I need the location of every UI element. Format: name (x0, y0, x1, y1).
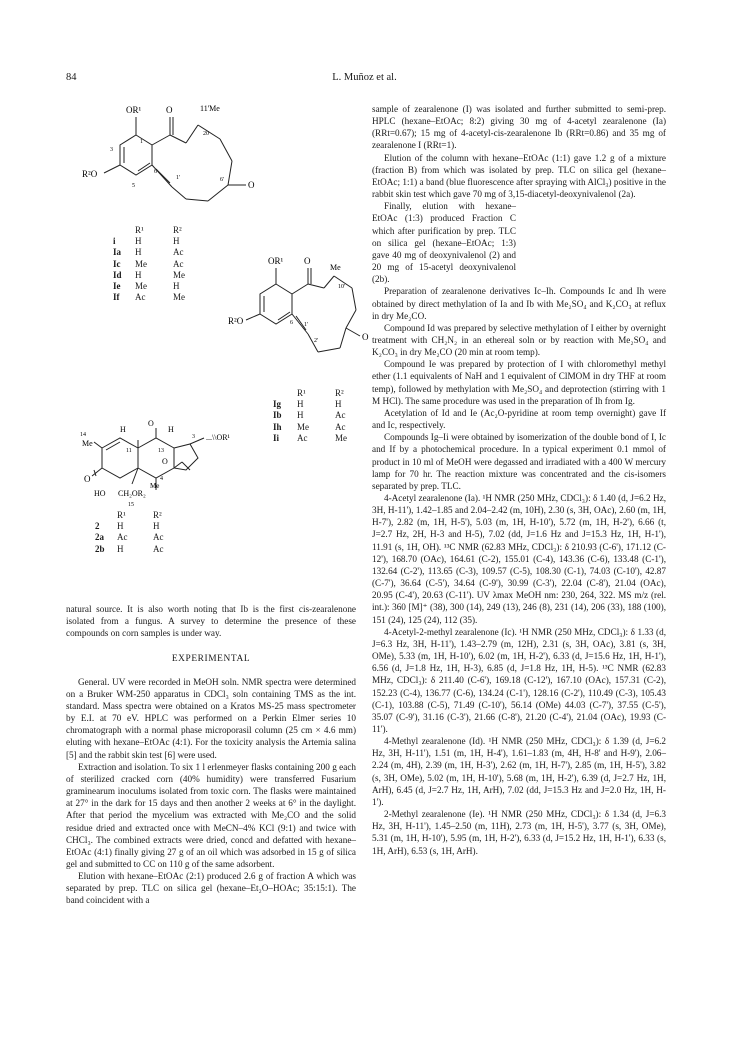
svg-text:11: 11 (126, 448, 132, 454)
r1-value: Ac (117, 532, 128, 543)
svg-text:Me: Me (150, 482, 160, 490)
page-number: 84 (66, 72, 77, 83)
col-head: R² (335, 388, 344, 398)
compound-id: Ih (273, 421, 282, 432)
compound-id: i (113, 236, 116, 247)
table-s1 (113, 225, 185, 303)
svg-text:Me: Me (82, 439, 93, 448)
svg-text:2': 2' (314, 338, 319, 344)
svg-text:3: 3 (192, 434, 195, 440)
compound-id: Ig (273, 399, 282, 410)
structure-cis-zearalenone (228, 248, 378, 376)
r1-value: H (117, 543, 124, 554)
svg-text:5: 5 (132, 183, 135, 189)
svg-text:O: O (362, 332, 369, 342)
r1-value: Me (297, 421, 309, 432)
svg-text:1': 1' (304, 322, 309, 328)
compound-id: Ie (113, 280, 121, 291)
r2-value: Ac (335, 421, 346, 432)
r1-value: Me (135, 258, 147, 269)
svg-text:6: 6 (290, 320, 293, 326)
svg-text:OR¹: OR¹ (268, 256, 284, 266)
col-head: R² (153, 510, 162, 520)
col-head: R¹ (117, 510, 126, 520)
paragraph: 4-Acetyl-2-methyl zearalenone (Ic). ¹H NMR (250 MHz, CDCl₃): δ 1.33 (d, J=6.3 Hz, 3H, H-11'), 1.43–2.79 (m, 12H), 2.31 (s, 3H, OAc), 3.81 (s, 3H, OMe), 5.33 (m, 1H, H-10'), 6.02 (m, 1H, H-2'), 6.33 (d, J=15.6 Hz, 1H, H-1'), 6.56 (d, J=1.8 Hz, 1H, H-3), 6.85 (d, J=1.8 Hz, 1H, H-5). ¹³C NMR (62.83 MHz, CDCl₃): δ 211.40 (C-6'), 169.18 (C-12'), 167.10 (OAc), 157.31 (C-2), 152.23 (C-4), 136.77 (C-6), 134.24 (C-1'), 128.16 (C-2'), 110.49 (C-3), 105.43 (C-1), 103.88 (C-5), 71.49 (C-10'), 56.14 (OMe) 44.03 (C-7'), 37.55 (C-5'), 35.07 (C-9'), 31.16 (C-3'), 21.66 (C-8'), 21.20 (C-4'), 21.04 (OAc), 19.93 (C-11'). (372, 626, 666, 734)
r1-value: H (135, 236, 142, 247)
r1-value: Me (135, 280, 147, 291)
compound-id: Ib (273, 410, 282, 421)
svg-text:HO: HO (94, 489, 106, 498)
svg-text:1: 1 (140, 139, 143, 145)
r2-value: Me (173, 292, 185, 303)
page-header (0, 72, 729, 88)
svg-text:Me: Me (330, 263, 341, 272)
svg-text:11'Me: 11'Me (200, 104, 220, 113)
svg-text:6: 6 (154, 169, 157, 175)
r2-value: Ac (153, 543, 164, 554)
svg-text:CH₂OR₂: CH₂OR₂ (118, 489, 146, 498)
r1-value: H (135, 247, 142, 258)
paragraph: Acetylation of Id and Ie (Ac₂O-pyridine at room temp overnight) gave If and Ic, respectively. (372, 407, 666, 431)
svg-text:O: O (162, 457, 168, 466)
svg-text:20: 20 (203, 131, 209, 137)
svg-text:...\\OR¹: ...\\OR¹ (206, 433, 230, 442)
svg-text:O: O (248, 180, 255, 190)
r2-value: Ac (173, 247, 184, 258)
r1-value: H (135, 269, 142, 280)
table-s2 (273, 388, 347, 444)
r2-value: Ac (153, 532, 164, 543)
r2-value: Ac (335, 410, 346, 421)
svg-text:O: O (148, 419, 154, 428)
col-head: R¹ (135, 225, 144, 235)
compound-id: 2b (95, 543, 105, 554)
svg-text:O: O (166, 105, 173, 115)
svg-text:1': 1' (176, 175, 181, 181)
r1-value: Ac (135, 292, 146, 303)
compound-id: 2a (95, 532, 104, 543)
left-column (66, 603, 356, 907)
paragraph: Preparation of zearalenone derivatives Ic–Ih. Compounds Ic and Ih were obtained by direct methylation of Ia and Ib with Me₂SO₄ and K₂CO₃ at reflux in dry Me₂CO. (372, 286, 666, 321)
compound-id: Ia (113, 247, 122, 258)
r2-value: Me (173, 269, 185, 280)
r2-value: H (153, 521, 160, 532)
compound-id: Id (113, 269, 122, 280)
paragraph: Compound Id was prepared by selective methylation of I either by overnight treatment with CH₂N₂ in an ethereal soln or by reaction with Me₂SO₄ and K₂CO₃ in dry Me₂CO (20 min at room temp). (372, 322, 666, 358)
col-head: R² (173, 225, 182, 235)
paragraph: Elution with hexane–EtOAc (2:1) produced 2.6 g of fraction A which was separated by prep. TLC on silica gel (hexane–Et₂O–HOAc; 35:15:1). The band coincident with a (66, 871, 356, 906)
paragraph: 4-Methyl zearalenone (Id). ¹H NMR (250 MHz, CDCl₃): δ 1.39 (d, J=6.2 Hz, 3H, H-11'), 1.51 (m, 1H, H-4'), 1.61–1.83 (m, 4H, H-8' and H-9'), 2.06–2.24 (m, 4H), 2.39 (m, 1H, H-3'), 2.62 (m, 1H, H-7'), 2.85 (m, 1H, H-5'), 3.82 (s, 3H, OMe), 5.02 (m, 1H, H-10'), 5.68 (m, 1H, H-2'), 6.39 (d, J=2.7 Hz, 1H, ArH), 6.45 (d, J=2.7 Hz, 1H, ArH), 7.02 (dd, J=15.3 Hz and J=2.0 Hz, 1H, H-1'). (372, 736, 666, 807)
svg-text:O: O (304, 256, 311, 266)
svg-text:H: H (168, 425, 174, 434)
col-head: R¹ (297, 388, 306, 398)
r2-value: H (173, 280, 180, 291)
svg-text:4: 4 (160, 476, 163, 482)
compound-id: If (113, 292, 120, 303)
compound-id: 2 (95, 521, 100, 532)
r2-value: H (335, 399, 342, 410)
paragraph: Compounds Ig–Ii were obtained by isomerization of the double bond of I, Ic and If by a photochemical procedure. In a typical experiment 0.1 mmol of product in 10 ml of MeOH were degassed and irradiated with a 400 W mercury lamp for 70 hr. The reaction mixture was concentrated and the cis-isomers separated by prep. TLC. (372, 432, 666, 491)
paragraph: natural source. It is also worth noting that Ib is the first cis-zearalenone isolated from a fungus. A survey to determine the presence of these compounds on corn samples is under way. (66, 604, 356, 639)
r2-value: Ac (173, 258, 184, 269)
paragraph: 4-Acetyl zearalenone (Ia). ¹H NMR (250 MHz, CDCl₃): δ 1.40 (d, J=6.2 Hz, 3H, H-11'), 1.42–1.85 and 2.04–2.42 (m, 10H), 2.30 (s, 3H, OAc), 2.60 (m, 1H, H-7'), 2.82 (m, 1H, H-5'), 5.03 (m, 1H, H-10'), 5.72 (m, 1H, H-2'), 6.66 (t, J=2.7 Hz, 2H, H-3 and H-5), 7.02 (dd, J=1.6 Hz and J=15.3 Hz, 1H, H-1'), 11.91 (s, 1H, OH). ¹³C NMR (62.83 MHz, CDCl₃): δ 210.93 (C-6'), 171.12 (C-12'), 168.70 (OAc), 164.61 (C-2), 155.01 (C-4), 143.36 (C-6), 133.48 (C-1'), 132.64 (C-2'), 113.65 (C-3), 109.57 (C-5), 108.30 (C-1), 74.03 (C-10'), 42.87 (C-7'), 36.64 (C-5'), 34.64 (C-9'), 30.99 (C-3'), 22.04 (C-8'), 21.04 (OAc), 20.95 (C-4'), 20.63 (C-11'). UV λmax MeOH nm: 230, 264, 322. MS m/z (rel. int.): 360 [M]⁺ (38), 300 (14), 249 (13), 246 (8), 231 (14), 206 (33), 188 (100), 151 (24), 125 (24), 112 (35). (372, 493, 666, 625)
r2-value: Me (335, 432, 347, 443)
svg-text:R²O: R²O (82, 169, 98, 179)
r2-value: H (173, 236, 180, 247)
paragraph: Extraction and isolation. To six 1 l erlenmeyer flasks containing 200 g each of sterilized cracked corn (40% humidity) were transferred Fusarium graminearum inoculums isolated from toxic corn. The flasks were maintained at 27° in the dark for 15 days and then another 2 weeks at 6° in the daylight. After that period the mycelium was extracted with Me₂CO and the solid residue dried and extracted once with MeCN–4% KCl (9:1) and twice with CHCl₃. The combined extracts were dried, concd and defatted with hexane–EtOAc (4:1) finally giving 27 g of an oil which was adsorbed in 15 g of silica gel and submitted to CC on 110 g of the same adsorbent. (66, 761, 356, 869)
svg-text:15: 15 (128, 502, 134, 508)
section-heading: EXPERIMENTAL (171, 654, 251, 665)
structure-deoxynivalenol (80, 418, 240, 510)
table-s3 (95, 510, 164, 555)
paragraph: Finally, elution with hexane–EtOAc (1:3) produced Fraction C which after purification by prep. TLC on silica gel (hexane–EtOAc; 1:3) gave 40 mg of deoxynivalenol (2) and 20 mg of 15-acetyl deoxynivalenol (2b). (372, 201, 516, 285)
svg-text:6': 6' (220, 177, 225, 183)
r1-value: H (297, 399, 304, 410)
compound-id: Ic (113, 258, 121, 269)
r1-value: H (297, 410, 304, 421)
paragraph: sample of zearalenone (I) was isolated and further submitted to semi-prep. HPLC (hexane–EtOAc; 8:2) giving 30 mg of 4-acetyl zearalenone (Ia) (RRt=0.67); 15 mg of 4-acetyl-cis-zearalenone Ib (RRt=0.86) and 35 mg of zearalenone I (RRt=1). (372, 104, 666, 151)
paragraph: General. UV were recorded in MeOH soln. NMR spectra were determined on a Bruker WM-250 apparatus in CDCl₃ soln containing TMS as the int. standard. Mass spectra were obtained on a Kratos MS-25 mass spectrometer by E.I. at 70 eV. HPLC was performed on a Perkin Elmer series 10 chromatograph with a normal phase microporasil column (25 cm × 4.6 mm) eluting with hexane–EtOAc (4:1). For the toxicity analysis the Artemia salina [5] and the rabbit skin test [6] were used. (66, 676, 356, 760)
svg-text:R²O: R²O (228, 316, 244, 326)
svg-text:10': 10' (338, 284, 346, 290)
paragraph: Elution of the column with hexane–EtOAc (1:1) gave 1.2 g of a mixture (fraction B) from which was isolated by prep. TLC on silica gel (hexane–EtOAc; 1:1) a band (blue fluorescence after spraying with AlCl₃) positive in the rabbit skin test which gave 70 mg of 3,15-diacetyl-deoxynivalenol (2a). (372, 152, 666, 200)
paragraph: Compound Ie was prepared by protection of I with chloromethyl methyl ether (1.1 equivalents of NaH and 1 equivalent of ClMOM in dry THF at room temp), followed by methylation with Me₂SO₄ and deprotection (stirring with 1 M HCl). The same procedure was used in the preparation of Ih from Ig. (372, 359, 666, 406)
right-column (372, 103, 666, 857)
svg-text:OR¹: OR¹ (126, 105, 142, 115)
svg-text:14: 14 (80, 432, 86, 438)
svg-text:H: H (120, 425, 126, 434)
structure-zearalenone (80, 95, 280, 235)
svg-text:13: 13 (158, 448, 164, 454)
running-head: L. Muñoz et al. (332, 72, 397, 83)
svg-text:O: O (84, 474, 91, 484)
paragraph: 2-Methyl zearalenone (Ie). ¹H NMR (250 MHz, CDCl₃): δ 1.34 (d, J=6.3 Hz, 3H, H-11'), 1.45–2.50 (m, 11H), 2.73 (m, 1H, H-5'), 3.77 (s, 3H, OMe), 5.31 (m, 1H, H-10'), 5.95 (m, 1H, H-2'), 6.33 (d, J=15.2 Hz, 1H, H-1'), 6.33 (s, 1H, ArH), 6.53 (s, 1H, ArH). (372, 809, 666, 856)
svg-text:3: 3 (110, 147, 113, 153)
compound-id: Ii (273, 432, 280, 443)
r1-value: H (117, 521, 124, 532)
r1-value: Ac (297, 432, 308, 443)
